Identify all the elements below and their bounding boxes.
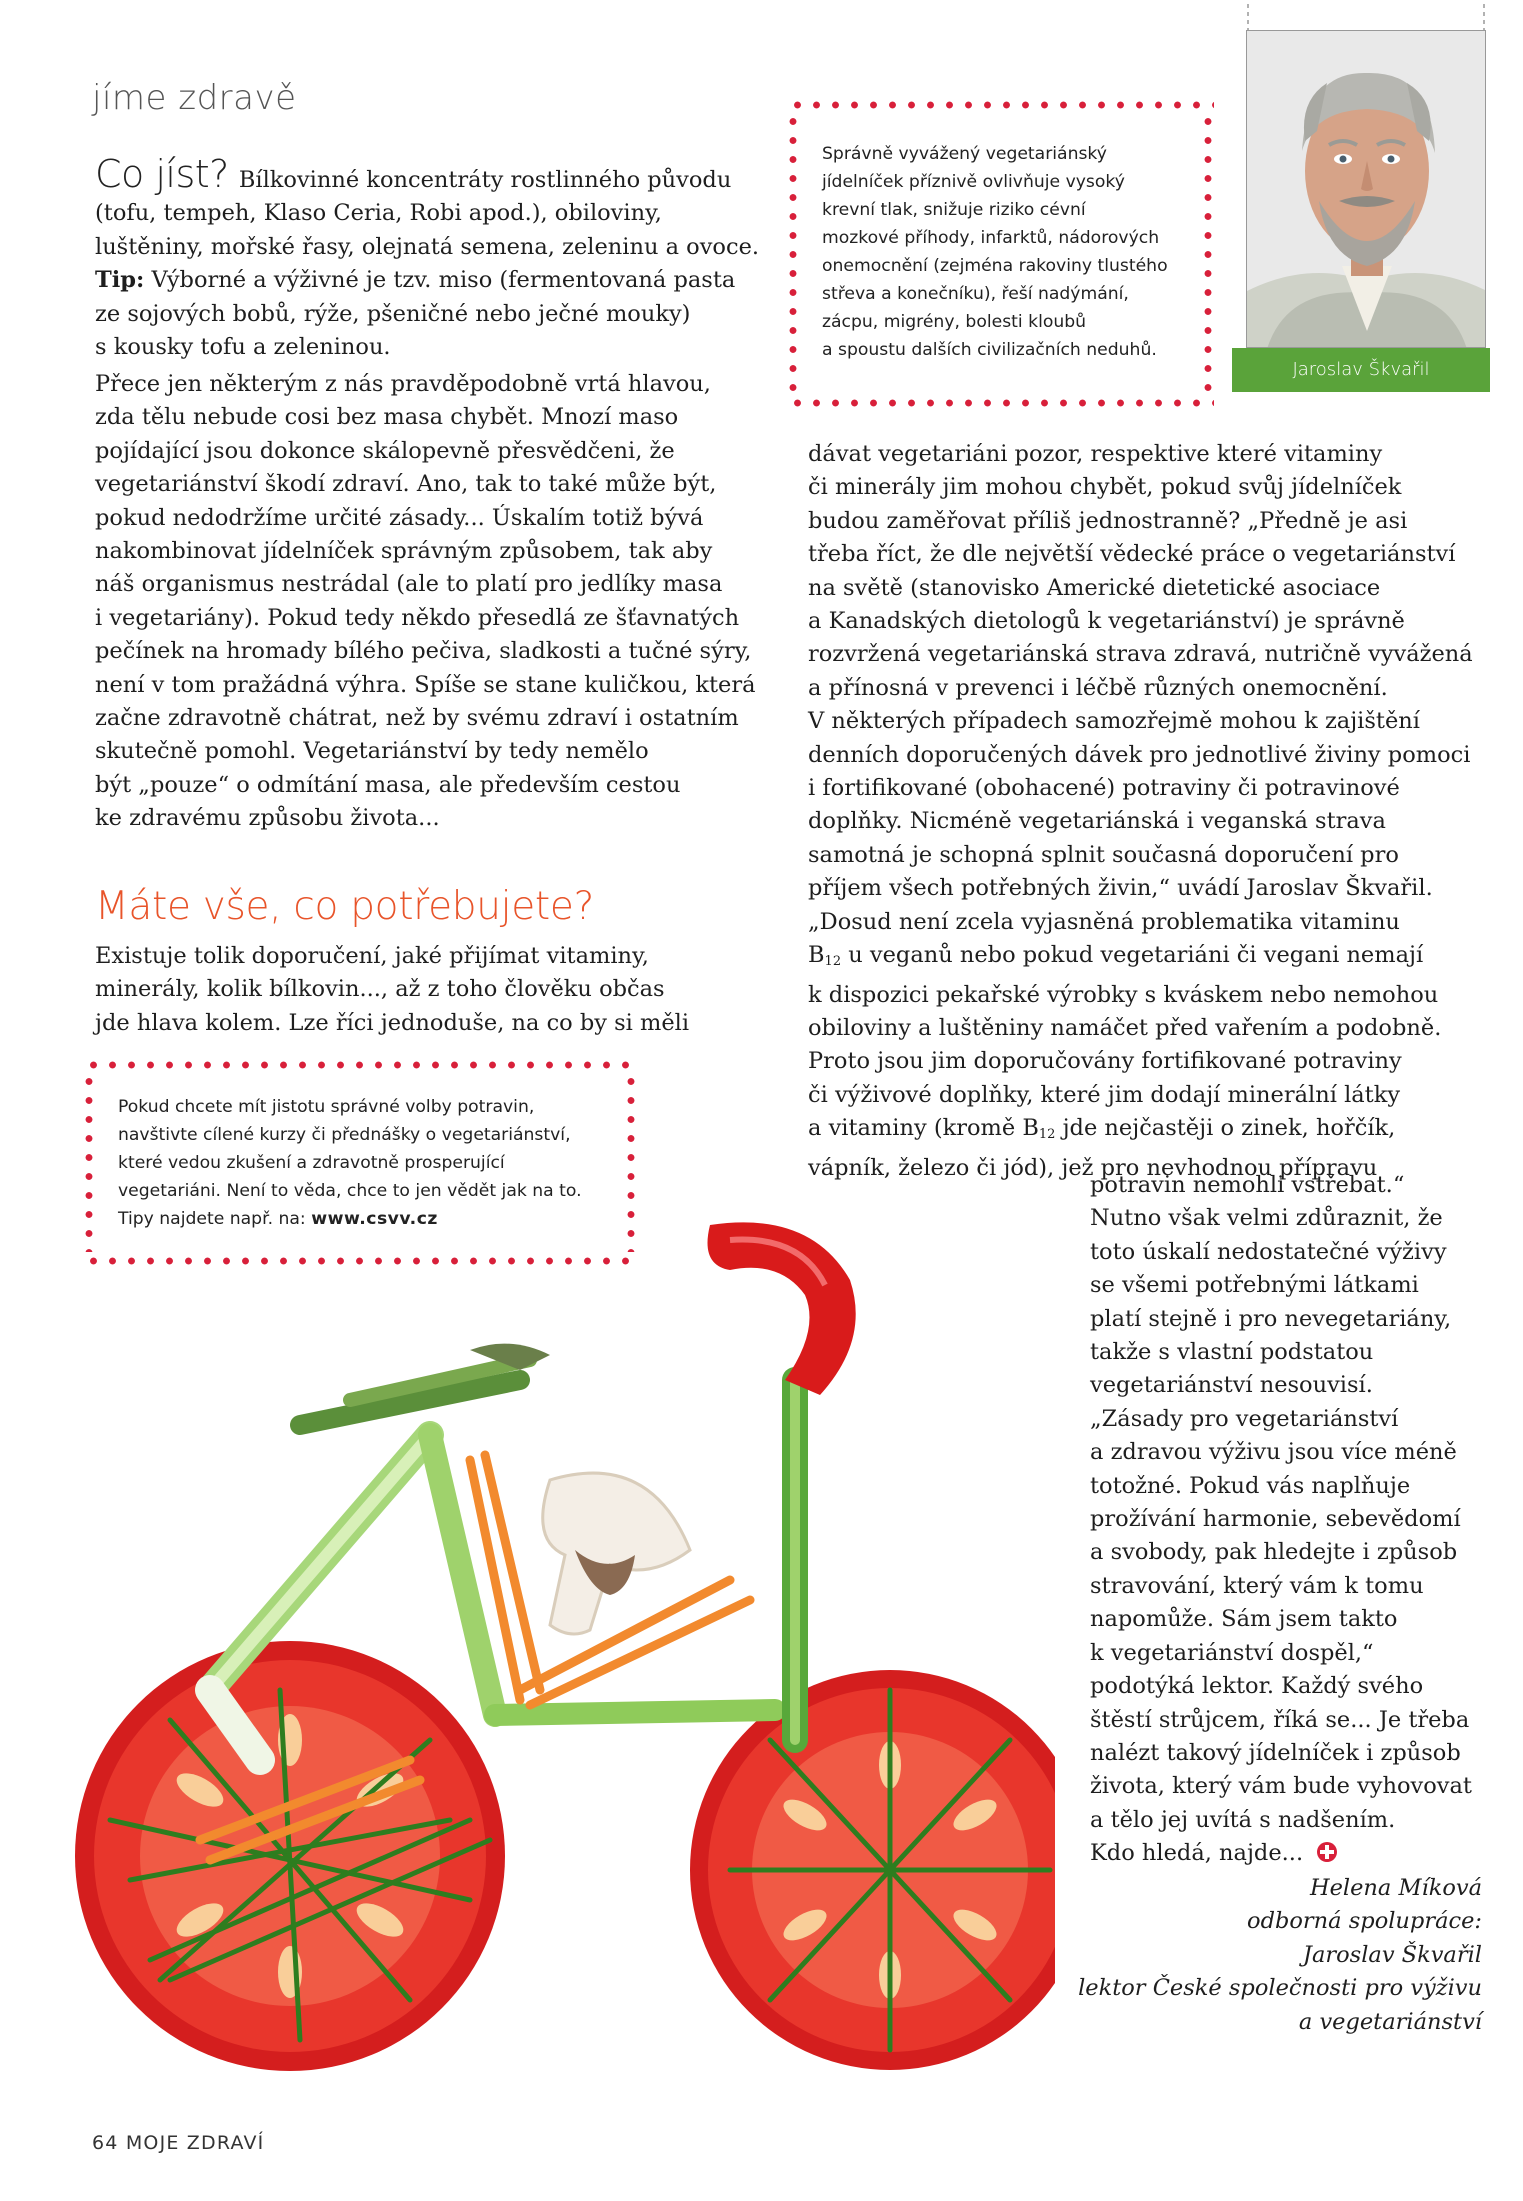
quote-box — [822, 140, 1168, 364]
text-line: jde hlava kolem. Lze říci jednoduše, na co by si měli — [95, 1009, 690, 1036]
text-line: a spoustu dalších civilizačních neduhů. — [822, 340, 1157, 360]
text-line: vápník, železo či jód), jež pro nevhodnou přípravu — [808, 1154, 1378, 1181]
red-pepper-handlebar — [708, 1222, 856, 1395]
text-line: minerály, kolik bílkovin..., až z toho člověku občas — [95, 976, 665, 1003]
text-line: Jaroslav Škvařil — [1302, 1941, 1482, 1968]
article-byline — [1078, 1872, 1482, 2039]
text-line: toto úskalí nedostatečné výživy — [1090, 1238, 1447, 1265]
portrait-illustration — [1247, 31, 1486, 348]
page-footer: 64 MOJE ZDRAVÍ — [92, 2132, 265, 2154]
text-line: není v tom pražádná výhra. Spíše se stane kuličkou, která — [95, 671, 756, 698]
text-line: takže s vlastní podstatou — [1090, 1339, 1374, 1366]
tip-box-border-top — [84, 1061, 636, 1069]
subscript: 12 — [824, 954, 842, 970]
text-line: (tofu, tempeh, Klaso Ceria, Robi apod.), obiloviny, — [95, 200, 662, 227]
text-line: denních doporučených dávek pro jednotlivé živiny pomoci — [808, 741, 1471, 768]
portrait-caption: Jaroslav Škvařil — [1232, 348, 1490, 392]
text-line: pojídající jsou dokonce skálopevně přesvědčeni, že — [95, 437, 675, 464]
text-line: nalézt takový jídelníček i způsob — [1090, 1739, 1461, 1766]
text-line: napomůže. Sám jsem takto — [1090, 1606, 1398, 1633]
intro-heading: Co jíst? — [95, 152, 229, 196]
text-line: mozkové příhody, infarktů, nádorových — [822, 228, 1160, 248]
quote-box-border-top — [788, 101, 1214, 109]
text-line: budou zaměřovat příliš jednostranně? „Předně je asi — [808, 507, 1408, 534]
text-line: „Dosud není zcela vyjasněná problematika vitaminu — [808, 908, 1400, 935]
text-line: a Kanadských dietologů k vegetariánství) je správně — [808, 608, 1405, 635]
text-line: lektor České společnosti pro výživu — [1078, 1975, 1482, 2002]
text-line: V některých případech samozřejmě mohou k zajištění — [808, 708, 1420, 735]
text-line: podotýká lektor. Každý svého — [1090, 1673, 1424, 1700]
section-label: jíme zdravě — [92, 78, 297, 118]
text-line — [1090, 1837, 1490, 1870]
text-line: k vegetariánství dospěl,“ — [1090, 1639, 1374, 1666]
text-line: vegetariánství škodí zdraví. Ano, tak to také může být, — [95, 471, 717, 498]
text-line: vegetariánství nesouvisí. — [1090, 1372, 1373, 1399]
quote-box-border-right — [1204, 112, 1212, 394]
text-line: i vegetariány). Pokud tedy někdo přesedlá ze šťavnatých — [95, 604, 740, 631]
text-line: ze sojových bobů, rýže, pšeničné nebo ječné mouky) — [95, 300, 691, 327]
text-line: a zdravou výživu jsou více méně — [1090, 1439, 1457, 1466]
text-line: a svobody, pak hledejte i způsob — [1090, 1539, 1458, 1566]
text-line: a přínosná v prevenci i léčbě různých onemocnění. — [808, 674, 1388, 701]
text-line: doplňky. Nicméně vegetariánská i veganská strava — [808, 808, 1386, 835]
text-line: luštěniny, mořské řasy, olejnatá semena, zeleninu a ovoce. — [95, 233, 760, 260]
text-line: nakombinovat jídelníček správným způsobem, tak aby — [95, 538, 713, 565]
text-line: s kousky tofu a zeleninou. — [95, 334, 391, 361]
tomato-wheel-right — [690, 1670, 1055, 2070]
text-line: miso (fermentovaná pasta — [438, 267, 736, 294]
text-line: prožívání harmonie, sebevědomí — [1090, 1506, 1461, 1533]
subscript: 12 — [1038, 1127, 1056, 1143]
author-portrait-photo — [1246, 30, 1486, 348]
text-line: odborná spolupráce: — [1247, 1908, 1482, 1935]
text-line: krevní tlak, snižuje riziko cévní — [822, 200, 1086, 220]
text-line: ke zdravému způsobu života... — [95, 805, 440, 832]
text-line: se všemi potřebnými látkami — [1090, 1272, 1419, 1299]
text-line: a vegetariánství — [1298, 2008, 1482, 2035]
author-name: Helena Míková — [1309, 1875, 1482, 1901]
text-line: totožné. Pokud vás naplňuje — [1090, 1472, 1411, 1499]
asparagus-seat — [300, 1344, 550, 1425]
text-line: na světě (stanovisko Americké dietetické asociace — [808, 574, 1381, 601]
text-line: zda tělu nebude cosi bez masa chybět. Mnozí maso — [95, 404, 679, 431]
text-line: života, který vám bude vyhovovat — [1090, 1773, 1472, 1800]
text-fragment: a vitaminy (kromě B — [808, 1115, 1039, 1142]
text-line: rozvržená vegetariánská strava zdravá, nutričně vyvážená — [808, 641, 1473, 668]
text-line: „Zásady pro vegetariánství — [1090, 1405, 1399, 1432]
text-line: či výživové doplňky, které jim dodají minerální látky — [808, 1081, 1401, 1108]
text-line: samotná je schopná splnit současná doporučení pro — [808, 841, 1399, 868]
text-line: Proto jsou jim doporučovány fortifikované potraviny — [808, 1048, 1402, 1075]
text-line: příjem všech potřebných živin,“ uvádí Jaroslav Škvařil. — [808, 875, 1433, 902]
text-line: onemocnění (zejména rakoviny tlustého — [822, 256, 1168, 276]
text-line: Pokud chcete mít jistotu správné volby potravin, — [118, 1097, 535, 1117]
text-line: Bílkovinné koncentráty rostlinného původu — [238, 167, 732, 193]
text-fragment: B — [808, 942, 825, 969]
text-line: být „pouze“ o odmítání masa, ale především cestou — [95, 771, 681, 798]
quote-box-border-bottom — [788, 399, 1214, 407]
text-line: Existuje tolik doporučení, jaké přijímat vitaminy, — [95, 943, 649, 969]
text-line: dávat vegetariáni pozor, respektive které vitaminy — [808, 441, 1383, 467]
text-line: vegetariáni. Není to věda, chce to jen vědět jak na to. — [118, 1181, 582, 1201]
quote-box-border-left — [789, 112, 797, 394]
text-line: které vedou zkušení a zdravotně prosperující — [118, 1153, 505, 1173]
text-line: platí stejně i pro nevegetariány, — [1090, 1305, 1452, 1332]
tip-box — [118, 1093, 582, 1233]
right-column-text — [808, 438, 1508, 1185]
text-line: či minerály jim mohou chybět, pokud svůj jídelníček — [808, 474, 1402, 501]
text-line — [808, 1112, 1508, 1151]
text-fragment: Kdo hledá, najde... — [1090, 1840, 1304, 1867]
text-fragment: Tipy najdete např. na: — [118, 1209, 312, 1229]
text-fragment: jde nejčastěji o zinek, hořčík, — [1055, 1115, 1396, 1142]
text-line: obiloviny a luštěniny namáčet před vařením a podobně. — [808, 1014, 1442, 1041]
text-line: Přece jen některým z nás pravděpodobně vrtá hlavou, — [95, 371, 711, 397]
text-line: štěstí strůjcem, říká se... Je třeba — [1090, 1706, 1470, 1733]
text-line: pečínek na hromady bílého pečiva, sladkosti a tučné sýry, — [95, 638, 752, 665]
text-line: potravin nemohli vstřebat.“ — [1090, 1172, 1405, 1198]
vegetable-bicycle-illustration — [50, 1220, 1055, 2090]
text-line: jídelníček příznivě ovlivňuje vysoký — [822, 172, 1125, 192]
text-line: i fortifikované (obohacené) potraviny či potravinové — [808, 775, 1400, 802]
text-line: střeva a konečníku), řeší nadýmání, — [822, 284, 1129, 304]
text-line: pokud nedodržíme určité zásady... Úskalím totiž bývá — [95, 504, 704, 531]
text-line: skutečně pomohl. Vegetariánství by tedy nemělo — [95, 738, 649, 765]
website-link[interactable]: www.csvv.cz — [311, 1209, 438, 1229]
tomato-wheel-left — [75, 1641, 505, 2071]
text-line: stravování, který vám k tomu — [1090, 1572, 1424, 1599]
end-mark-cross-icon — [1316, 1841, 1338, 1863]
text-line: náš organismus nestrádal (ale to platí pro jedlíky masa — [95, 571, 723, 598]
text-line: Nutno však velmi zdůraznit, že — [1090, 1205, 1443, 1232]
text-line: zácpu, migrény, bolesti kloubů — [822, 312, 1087, 332]
text-line: k dispozici pekařské výrobky s kváskem nebo nemohou — [808, 981, 1439, 1008]
text-line — [808, 939, 1508, 978]
text-line: Správně vyvážený vegetariánský — [822, 144, 1107, 164]
section-heading: Máte vše, co potřebujete? — [95, 884, 594, 929]
text-line: Výborné a výživné je tzv. — [151, 267, 432, 294]
text-fragment: u veganů nebo pokud vegetariáni či vegani nemají — [841, 942, 1424, 969]
narrow-column-text — [1090, 1169, 1490, 1871]
tip-label: Tip: — [95, 267, 145, 294]
left-paragraph — [95, 368, 775, 836]
text-line: začne zdravotně chátrat, než by svému zdraví i ostatním — [95, 705, 739, 732]
section2-paragraph — [95, 940, 775, 1040]
text-line: třeba říct, že dle největší vědecké práce o vegetariánství — [808, 541, 1456, 568]
intro-paragraph — [95, 152, 775, 364]
text-line: navštivte cílené kurzy či přednášky o vegetariánství, — [118, 1125, 571, 1145]
text-line: a tělo jej uvítá s nadšením. — [1090, 1806, 1396, 1833]
